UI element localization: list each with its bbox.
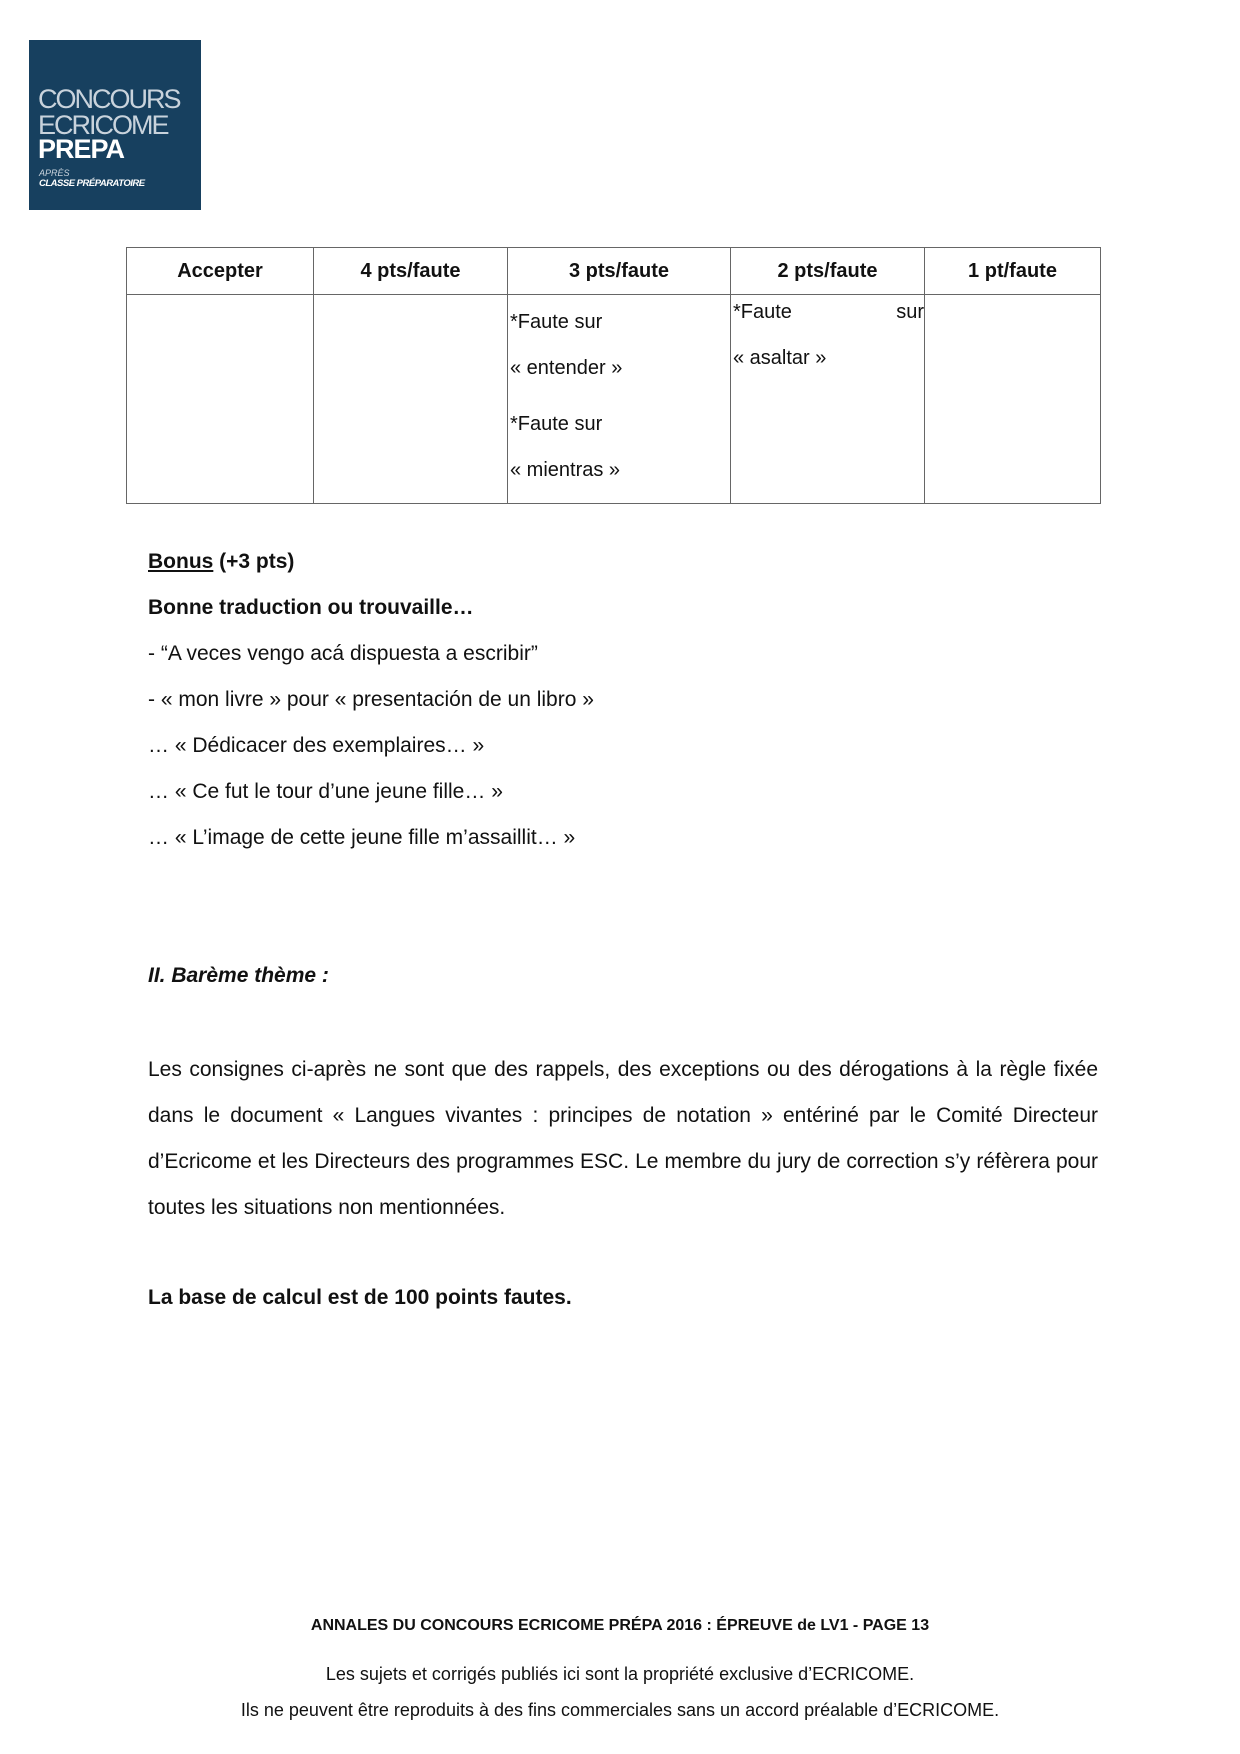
table-cell (314, 295, 508, 504)
header-cell: Accepter (127, 248, 314, 295)
header-cell: 3 pts/faute (508, 248, 731, 295)
bonus-item: … « Ce fut le tour d’une jeune fille… » (148, 780, 503, 803)
header-cell: 2 pts/faute (731, 248, 925, 295)
bonus-item: - “A veces vengo acá dispuesta a escribir” (148, 642, 538, 665)
table-cell (731, 295, 925, 504)
base-statement: La base de calcul est de 100 points fautes. (148, 1286, 572, 1309)
logo-text: CLASSE PRÉPARATOIRE (39, 178, 145, 189)
cell-text: sur (896, 301, 924, 323)
section-paragraph: Les consignes ci-après ne sont que des rappels, des exceptions ou des dérogations à la règle fixée dans le document « Langues vivantes : principes de notation » entériné par le Comité Directeur d’Ecricome et les Directeurs des programmes ESC. Le membre du jury de correction s’y réfèrera pour toutes les situations non mentionnées. (148, 1058, 1098, 1219)
cell-text: « mientras » (510, 459, 621, 481)
logo-text: CONCOURS (38, 84, 180, 114)
bonus-item: … « Dédicacer des exemplaires… » (148, 734, 485, 757)
footer-line: Les sujets et corrigés publiés ici sont la propriété exclusive d’ECRICOME. (325, 1664, 915, 1684)
bonus-subtitle: Bonne traduction ou trouvaille… (148, 596, 474, 619)
footer-title: ANNALES DU CONCOURS ECRICOME PRÉPA 2016 : ÉPREUVE de LV1 - PAGE 13 (310, 1617, 930, 1634)
ecricome-logo (29, 40, 201, 210)
bonus-title: Bonus (148, 550, 214, 573)
section-title: II. Barème thème : (148, 964, 329, 987)
bonus-points: (+3 pts) (213, 550, 295, 573)
logo-text: ECRICOME (38, 110, 168, 140)
cell-text: *Faute sur (510, 413, 603, 435)
bonus-item: … « L’image de cette jeune fille m’assaillit… » (148, 826, 576, 849)
logo-text: APRÈS (39, 168, 70, 178)
table-row (127, 295, 1101, 504)
grading-table (126, 247, 1101, 504)
table-cell (127, 295, 314, 504)
table-header-row (127, 248, 1101, 295)
cell-text (731, 295, 924, 329)
cell-text: *Faute sur (510, 311, 603, 333)
header-cell: 4 pts/faute (314, 248, 508, 295)
logo-text: PREPA (38, 134, 125, 164)
table-cell (508, 295, 731, 504)
bonus-item: - « mon livre » pour « presentación de un libro » (148, 688, 594, 711)
footer-line: Ils ne peuvent être reproduits à des fins commerciales sans un accord préalable d’ECRICOME. (240, 1700, 1000, 1720)
bonus-heading (148, 550, 294, 574)
table-cell (925, 295, 1101, 504)
header-cell: 1 pt/faute (925, 248, 1101, 295)
cell-text: « asaltar » (733, 347, 827, 369)
cell-text: *Faute (733, 301, 792, 323)
cell-text: « entender » (510, 357, 623, 379)
